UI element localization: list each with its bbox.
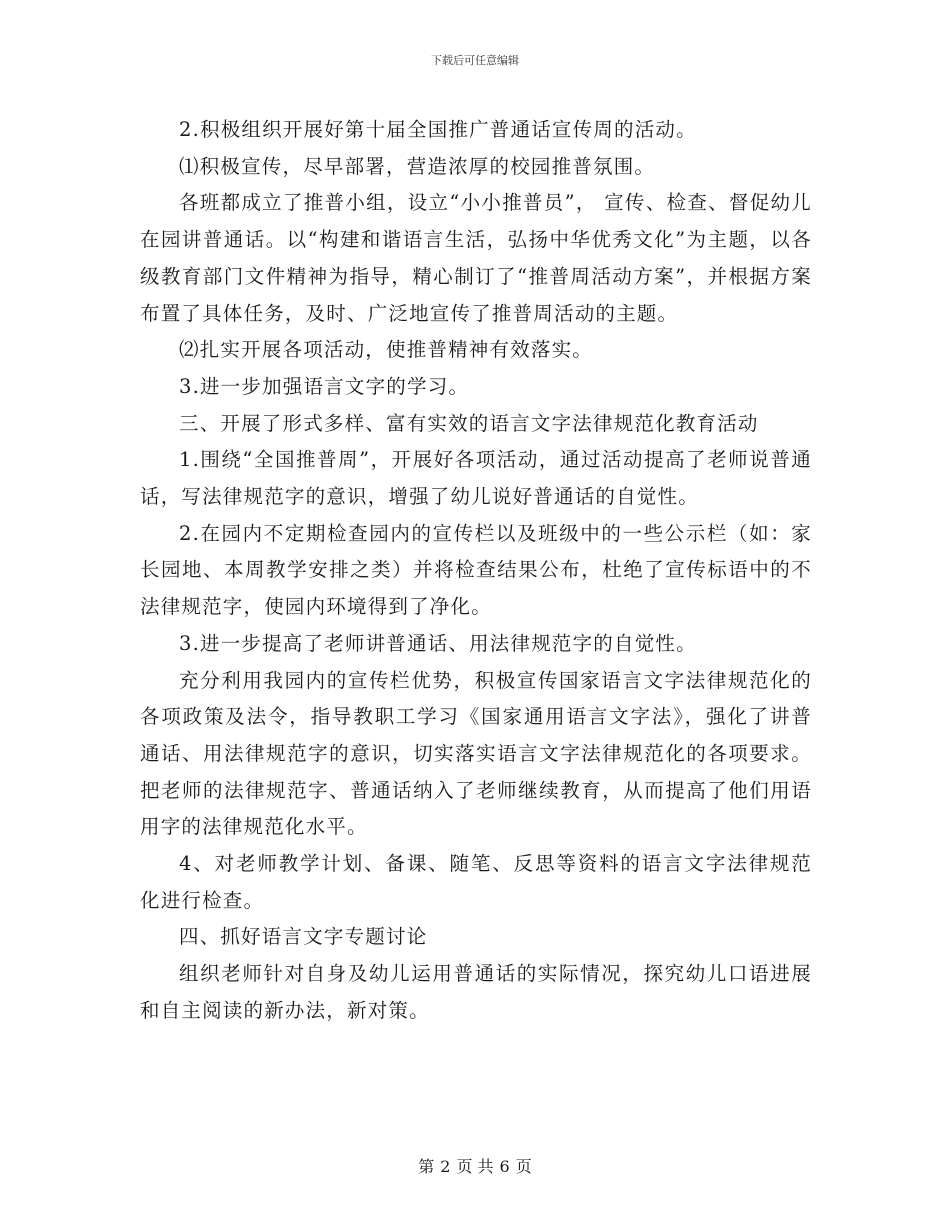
paragraph-13: 组织老师针对自身及幼儿运用普通话的实际情况，探究幼儿口语进展和自主阅读的新办法，新对策。: [140, 962, 812, 1022]
paragraph-7: 1.围绕“全国推普周”，开展好各项活动，通过活动提高了老师说普通话，写法律规范字的意识，增强了幼儿说好普通话的自觉性。: [140, 448, 812, 509]
paragraph-2: ⑴积极宣传，尽早部署，营造浓厚的校园推普氛围。: [179, 154, 656, 178]
paragraph-1: 2.积极组织开展好第十届全国推广普通话宣传周的活动。: [179, 118, 697, 141]
page-header: 下载后可任意编辑: [431, 54, 519, 67]
paragraph-8: 2.在园内不定期检查园内的宣传栏以及班级中的一些公示栏（如：家长园地、本周教学安排之类）并将检查结果公布，杜绝了宣传标语中的不法律规范字，使园内环境得到了净化。: [140, 521, 812, 619]
footer-middle: 页 共: [456, 1157, 494, 1176]
section-heading-3: 三、开展了形式多样、富有实效的语言文字法律规范化教育活动: [179, 411, 759, 435]
document-body: [140, 112, 812, 1030]
footer-prefix: 第: [418, 1157, 435, 1176]
footer-suffix: 页: [515, 1157, 532, 1176]
paragraph-11: 4、对老师教学计划、备课、随笔、反思等资料的语言文字法律规范化进行检查。: [140, 852, 812, 912]
total-pages: 6: [499, 1157, 510, 1176]
paragraph-5: 3.进一步加强语言文字的学习。: [179, 374, 470, 398]
paragraph-3: 各班都成立了推普小组，设立“小小推普员”， 宣传、检查、督促幼儿在园讲普通话。以“构建和谐语言生活，弘扬中华优秀文化”为主题，以各级教育部门文件精神为指导，精心制订了“推普周活动方案”，并根据方案布置了具体任务，及时、广泛地宣传了推普周活动的主题。: [140, 191, 812, 325]
paragraph-4: ⑵扎实开展各项活动，使推普精神有效落实。: [179, 338, 594, 362]
paragraph-9: 3.进一步提高了老师讲普通话、用法律规范字的自觉性。: [179, 631, 697, 655]
section-heading-4: 四、抓好语言文字专题讨论: [179, 925, 428, 949]
paragraph-10: 充分利用我园内的宣传栏优势，积极宣传国家语言文字法律规范化的各项政策及法令，指导教职工学习《国家通用语言文字法》，强化了讲普通话、用法律规范字的意识，切实落实语言文字法律规范化的各项要求。把老师的法律规范字、普通话纳入了老师继续教育，从而提高了他们用语用字的法律规范化水平。: [140, 668, 812, 839]
page-number: 2: [440, 1157, 451, 1176]
page-footer: [0, 1154, 950, 1177]
